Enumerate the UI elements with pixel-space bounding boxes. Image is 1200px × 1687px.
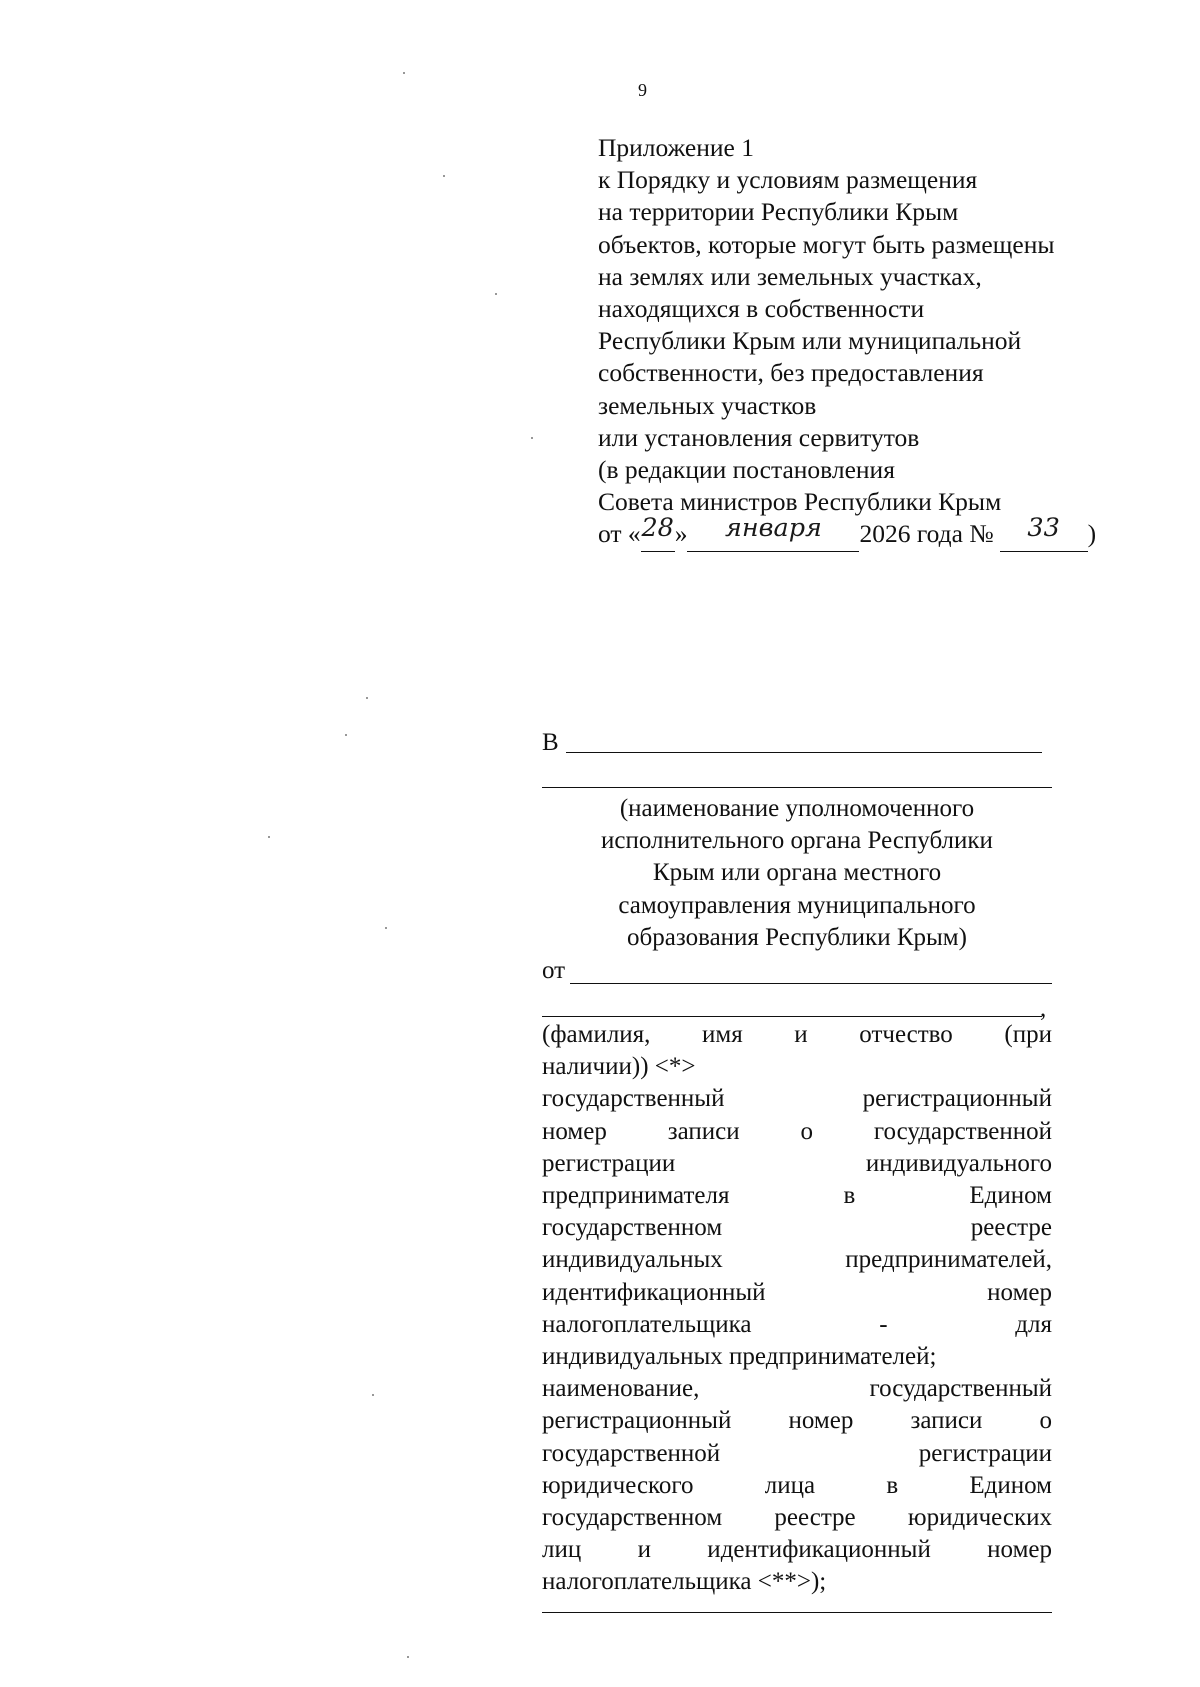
caption-line: наименование, государственный [542,1375,1052,1403]
appendix-line: (в редакции постановления [598,455,895,485]
caption-line: наличии)) <*> [542,1053,696,1081]
caption-line: регистрации индивидуального [542,1149,1052,1177]
authority-caption [542,793,1052,954]
scan-speck [385,927,387,929]
page-number: 9 [638,80,647,100]
resolution-date-line [598,513,1097,551]
scan-speck [495,293,497,295]
from-blank-line [570,983,1052,984]
bottom-blank-line [542,1612,1052,1613]
appendix-line: на территории Республики Крым [598,197,959,227]
from-blank-line-2 [542,1016,1042,1017]
appendix-line: находящихся в собственности [598,294,925,324]
caption-line: самоуправления муниципального [618,891,976,919]
appendix-line: собственности, без предоставления [598,358,984,388]
appendix-line: Совета министров Республики Крым [598,487,1002,517]
appendix-line: земельных участков [598,390,817,420]
caption-line: образования Республики Крым) [627,923,967,951]
appendix-header [598,132,1096,552]
handwritten-month: января [687,518,859,551]
caption-line: предпринимателя в Едином [542,1182,1052,1210]
scan-speck [372,1394,374,1396]
appendix-line: на землях или земельных участках, [598,261,982,291]
to-line [542,727,1042,759]
appendix-line: к Порядку и условиям размещения [598,165,978,195]
caption-line: юридического лица в Едином [542,1471,1052,1499]
caption-line: номер записи о государственной [542,1117,1052,1145]
scan-speck [531,437,533,439]
caption-line: государственный регистрационный [542,1085,1052,1113]
caption-line: регистрационный номер записи о [542,1407,1052,1435]
to-blank-line [566,752,1042,753]
appendix-line: объектов, которые могут быть размещены [598,229,1055,259]
scan-speck [366,697,368,699]
date-prefix: от « [598,519,641,549]
quote-close: » [674,519,688,549]
to-label: В [542,729,559,756]
appendix-line: или установления сервитутов [598,422,920,452]
scan-speck [403,72,405,74]
caption-line: налогоплательщика <**>); [542,1568,827,1596]
year-text: 2026 года № [859,519,994,549]
to-blank-line-2 [542,787,1052,788]
handwritten-day: 28 [641,518,675,551]
scan-speck [345,734,347,736]
appendix-line: Республики Крым или муниципальной [598,326,1022,356]
caption-line: идентификационный номер [542,1278,1052,1306]
caption-line: индивидуальных предпринимателей; [542,1343,937,1371]
caption-line: (фамилия, имя и отчество (при [542,1021,1052,1048]
scan-speck [407,1656,409,1658]
caption-line: (наименование уполномоченного [619,795,975,822]
scan-speck [268,836,270,838]
handwritten-number: 33 [1000,518,1088,551]
caption-line: исполнительного органа Республики [601,827,993,855]
scan-speck [443,175,445,177]
caption-line: налогоплательщика - для [542,1310,1052,1338]
comma: , [1040,995,1047,1022]
caption-line: индивидуальных предпринимателей, [542,1246,1052,1274]
caption-line: государственном реестре [542,1214,1052,1242]
caption-line: лиц и идентификационный номер [542,1536,1052,1564]
caption-line: государственной регистрации [542,1439,1052,1467]
caption-line: Крым или органа местного [652,859,942,887]
appendix-line: Приложение 1 [598,133,754,162]
caption-line: государственном реестре юридических [542,1504,1052,1532]
from-label: от [542,957,566,984]
closing-paren: ) [1087,519,1097,549]
applicant-caption [542,1019,1052,1599]
